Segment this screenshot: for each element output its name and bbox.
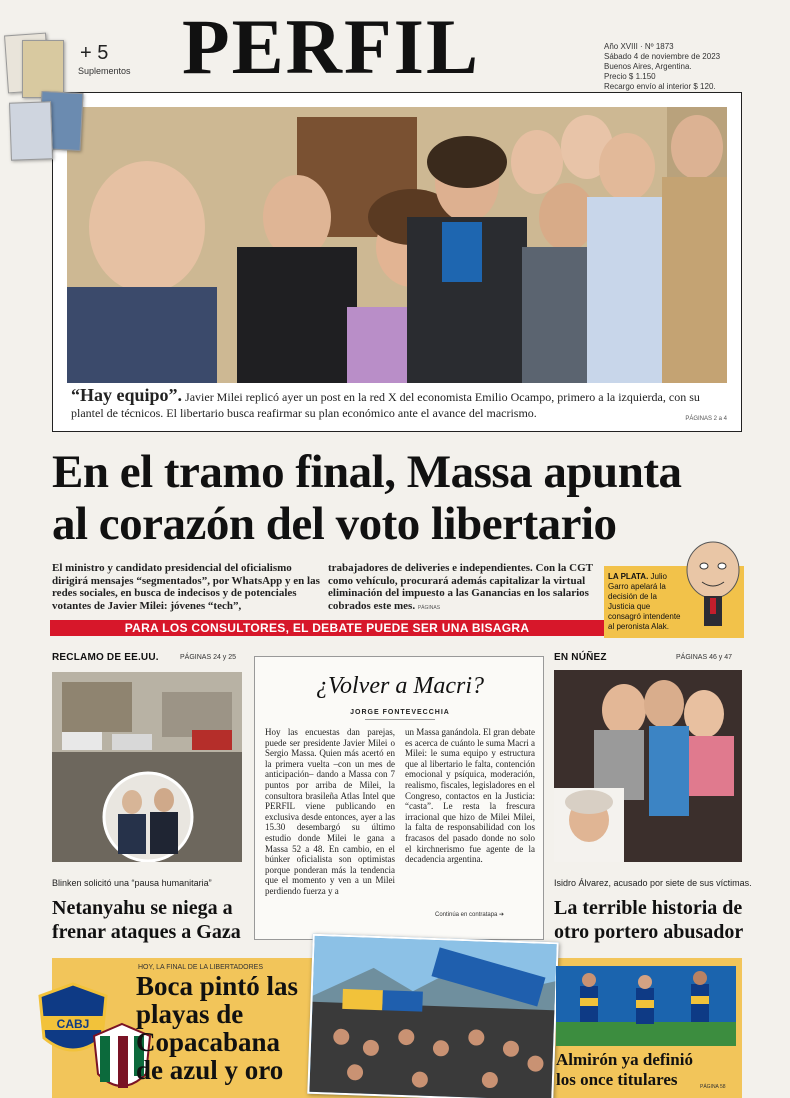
issue-number: Año XVIII · Nº 1873: [604, 42, 674, 51]
gaza-photo[interactable]: [52, 672, 242, 862]
caricature-illustration: [682, 540, 744, 636]
supplements-label: Suplementos: [78, 66, 131, 76]
issue-info: [604, 42, 784, 92]
caption-pages[interactable]: PÁGINAS 2 a 4: [685, 416, 727, 422]
sports-kicker: HOY, LA FINAL DE LA LIBERTADORES: [138, 964, 264, 971]
headline-line-2: al corazón del voto libertario: [52, 498, 617, 550]
left-pages[interactable]: PÁGINAS 24 y 25: [180, 654, 237, 661]
right-section-label: EN NÚÑEZ: [554, 652, 607, 663]
main-headline[interactable]: [52, 446, 752, 550]
boca-line-3: Copacabana: [136, 1027, 281, 1057]
team-photo[interactable]: [67, 107, 727, 383]
issue-surcharge: Recargo envío al interior $ 120.: [604, 82, 716, 91]
supplements-count: + 5: [80, 42, 109, 64]
laplata-text: [608, 572, 684, 632]
almiron-line-1: Almirón ya definió: [556, 1050, 693, 1069]
victims-photo-illustration: [554, 670, 742, 862]
issue-date: Sábado 4 de noviembre de 2023: [604, 52, 721, 61]
left-headline-line-1: Netanyahu se niega a: [52, 897, 233, 919]
lede-pages[interactable]: PÁGINAS: [417, 604, 441, 611]
boca-line-2: playas de: [136, 999, 244, 1029]
opinion-body-col-1: Hoy las encuestas dan parejas, puede ser presidente Javier Milei o Sergio Massa. Quien más acertó en la primera vuelta –con un mes de anticipación– dando a Massa con 7 puntos por arriba de Milei, la consultora brasileña Atlas Intel que PERFIL viene publicando en exclusiva desde entonces, ayer a las 15.30 desembargó su último estudio donde Milei le gana a Massa 52 a 48. En cambio, en el búnker oficialista son optimistas porque ponderan más la tendencia que el momento y ven a un Milei perdiendo fuerza y a: [265, 727, 395, 896]
supplements-stack[interactable]: [6, 28, 86, 168]
issue-price: Precio $ 1.150: [604, 72, 656, 81]
boca-badge-text: CABJ: [56, 1017, 90, 1031]
laplata-body: Julio Garro apelará la decisión de la Justicia que consagró intendente al peronista Alak.: [608, 572, 681, 631]
caption-text: Javier Milei replicó ayer un post en la red X del economista Emilio Ocampo, primero a la izquierda, con su plantel de técnicos. El libertario busca reafirmar su plan económico ante el avance del macrismo.: [71, 390, 700, 420]
hero-caption: [71, 387, 727, 421]
copacabana-illustration: [309, 936, 559, 1098]
laplata-place: LA PLATA.: [608, 572, 649, 581]
masthead: [0, 0, 790, 92]
hero-photo-box: [52, 92, 742, 432]
sports-band: [52, 958, 742, 1098]
debate-banner[interactable]: PARA LOS CONSULTORES, EL DEBATE PUEDE SER UNA BISAGRA: [50, 620, 604, 636]
continued-link[interactable]: Continúa en contratapa ➔: [435, 912, 505, 918]
issue-city: Buenos Aires, Argentina.: [604, 62, 692, 71]
opinion-body-col-2: un Massa ganándola. El gran debate es acerca de cuánto le suma Macri a Milei: le suma equipo y estructura que al libertario le falta, contención emocional y psíquica, moderación, realismo, fiscales, legisladores en el Congreso, contactos en la Justicia: “casta”. Le resta la frescura irracional que hizo de Milei Milei, la falta de responsabilidad con los fracasos del pasado donde no solo el kirchnerismo fue agente de la decadencia argentina.: [405, 727, 535, 865]
laplata-box[interactable]: [604, 566, 744, 638]
caption-lead: “Hay equipo”.: [71, 385, 183, 405]
gaza-photo-illustration: [52, 672, 242, 862]
boca-line-1: Boca pintó las: [136, 971, 299, 1001]
opinion-author: JORGE FONTEVECCHIA: [350, 709, 450, 716]
opinion-column[interactable]: [254, 656, 544, 940]
left-story-headline[interactable]: [52, 896, 248, 944]
team-photo-illustration: [67, 107, 727, 383]
left-headline-line-2: frenar ataques a Gaza: [52, 921, 241, 943]
right-photo-caption: Isidro Álvarez, acusado por siete de sus víctimas.: [554, 878, 752, 888]
right-pages[interactable]: PÁGINAS 46 y 47: [676, 654, 733, 661]
right-headline-line-2: otro portero abusador: [554, 921, 744, 943]
players-illustration: [556, 966, 736, 1046]
lede-column-2: [328, 562, 604, 614]
boca-line-4: de azul y oro: [136, 1055, 284, 1085]
left-section-label: RECLAMO DE EE.UU.: [52, 652, 159, 663]
almiron-line-2: los once titulares: [556, 1070, 678, 1089]
almiron-pages[interactable]: PÁGINA 58: [700, 1084, 726, 1090]
right-story-headline[interactable]: [554, 896, 750, 944]
lede-column-2-text: trabajadores de deliveries e independientes. Con la CGT como vehículo, procurará además capitalizar la virtual eliminación del impuesto a las Ganancias en los salarios cobrados este mes.: [328, 562, 593, 612]
right-headline-line-1: La terrible historia de: [554, 897, 743, 919]
boca-headline[interactable]: [136, 972, 326, 1084]
supplement-cover[interactable]: [22, 40, 64, 98]
opinion-title: ¿Volver a Macri?: [316, 673, 484, 699]
author-divider: [365, 719, 435, 720]
victims-photo[interactable]: [554, 670, 742, 862]
players-photo[interactable]: [556, 966, 736, 1046]
lede-column-1: El ministro y candidato presidencial del oficialismo dirigirá mensajes “segmentados”, por WhatsApp y en las redes sociales, en busca de indecisos y de potenciales votantes de Javier Milei: jóvenes “tech”,: [52, 562, 320, 612]
supplement-cover[interactable]: [9, 101, 53, 160]
newspaper-logo[interactable]: PERFIL: [182, 3, 481, 90]
copacabana-photo[interactable]: [307, 934, 558, 1098]
left-photo-caption: Blinken solicitó una “pausa humanitaria”: [52, 878, 212, 888]
headline-line-1: En el tramo final, Massa apunta: [52, 446, 682, 498]
